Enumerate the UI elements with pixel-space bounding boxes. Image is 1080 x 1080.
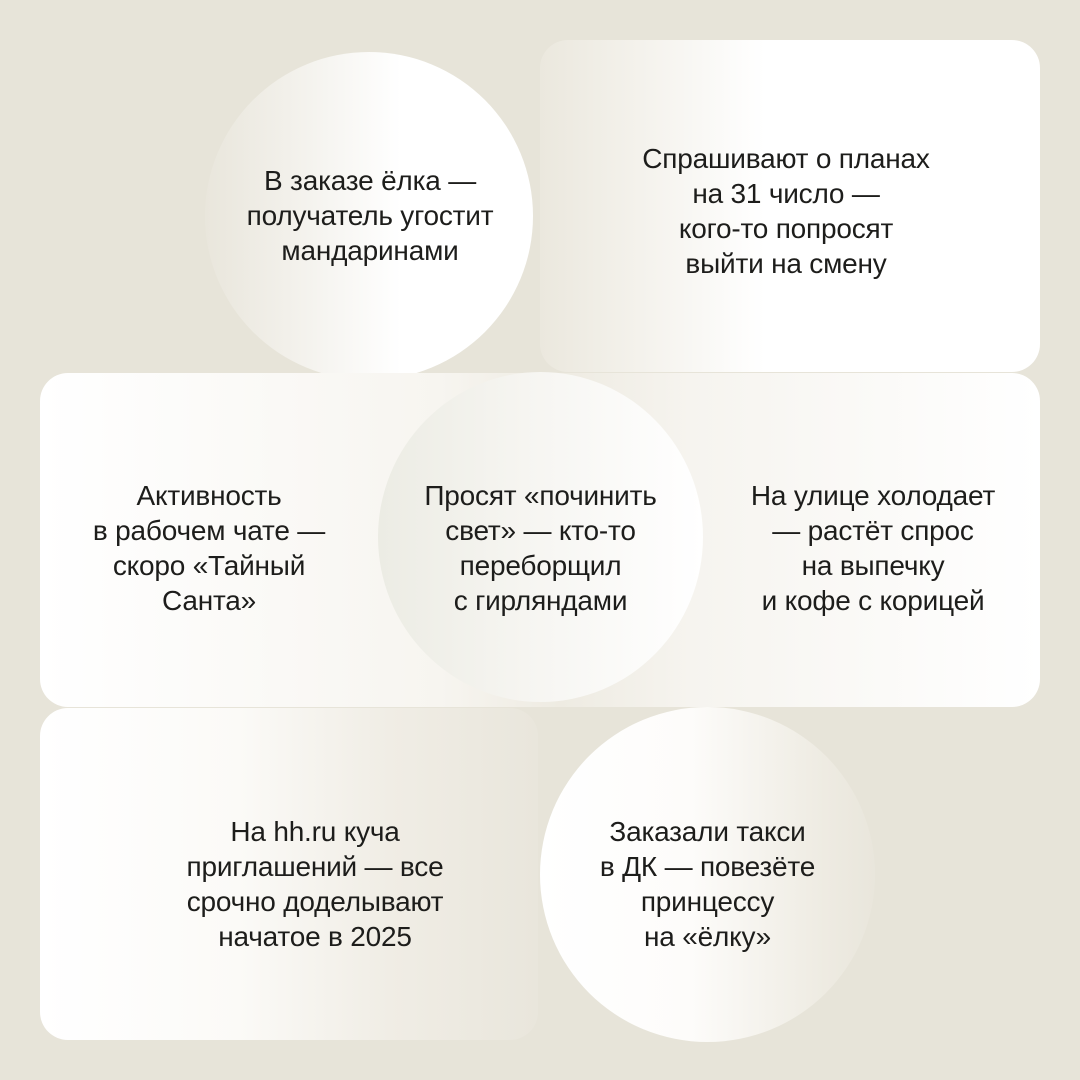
text-tree-order: В заказе ёлка — получатель угостит мандаринами xyxy=(246,165,494,266)
text-hh-invites: На hh.ru куча приглашений — все срочно доделывают начатое в 2025 xyxy=(186,816,444,952)
text-plans-31: Спрашивают о планах на 31 число — кого-то попросят выйти на смену xyxy=(642,143,930,279)
text-taxi-dk: Заказали такси в ДК — повезёте принцессу на «ёлку» xyxy=(599,816,816,952)
text-work-chat: Активность в рабочем чате — скоро «Тайный Санта» xyxy=(92,480,326,616)
text-fix-light: Просят «починить свет» — кто-то переборщил с гирляндами xyxy=(424,480,657,616)
text-cold-street: На улице холодает — растёт спрос на выпечку и кофе с корицей xyxy=(750,480,996,616)
